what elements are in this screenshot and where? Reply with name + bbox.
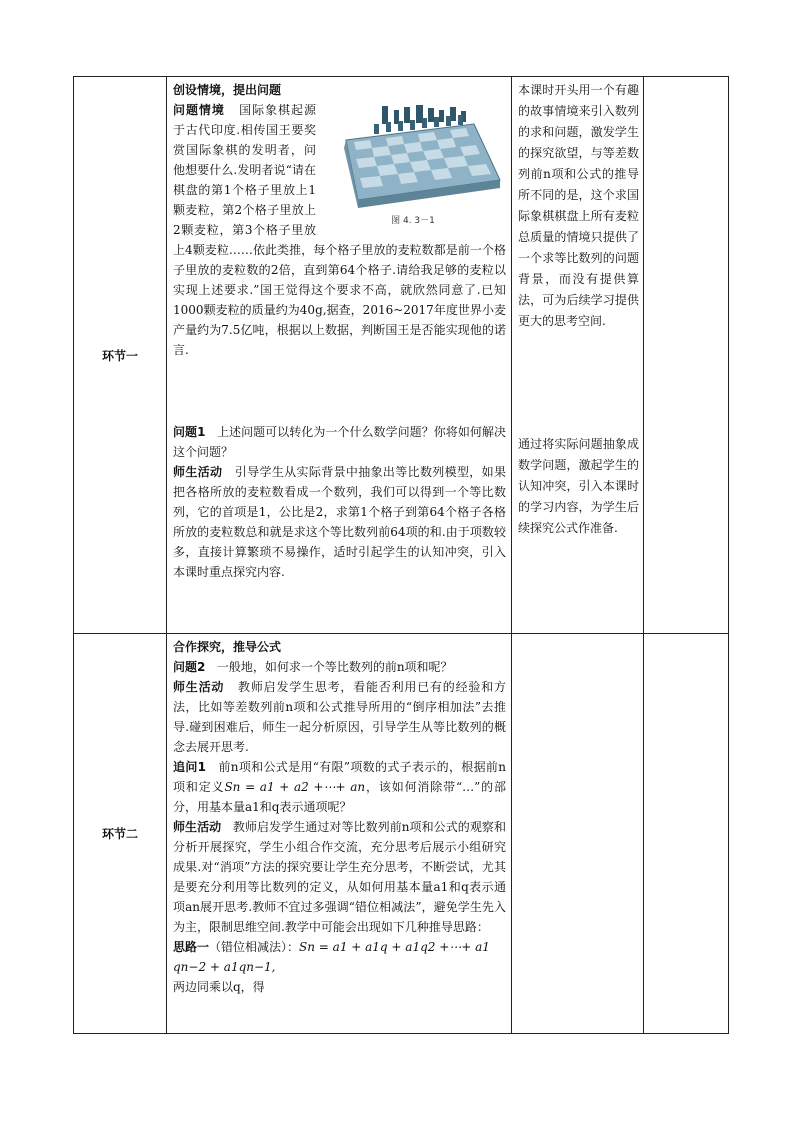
section-heading-2: 合作探究，推导公式	[173, 640, 282, 654]
activity-1-text: 引导学生从实际背景中抽象出等比数列模型，如果把各格所放的麦粒数看成一个数列，我们可以得到一个等比数列，它的首项是1，公比是2，求第1个格子到第64个格子各格所放的麦粒数总和就是求这个等比数列前64项的和.由于项数较多，直接计算繁琐不易操作，适时引起学生的认知冲突，引入本课时重点探究内容.	[173, 465, 506, 579]
stage-row-2	[74, 634, 729, 1034]
idea-1-formula-b: qn−2 + a1qn−1,	[173, 960, 276, 974]
question-2-label: 问题2	[173, 660, 206, 674]
question-1-text: 上述问题可以转化为一个什么数学问题？你将如何解决这个问题？	[173, 425, 506, 459]
stage-row-1	[74, 77, 729, 634]
sum-definition-formula: Sn = a1 + a2 +⋯+ an	[224, 780, 366, 794]
idea-1-paren: （错位相减法）：	[209, 940, 300, 954]
multiply-q-line: 两边同乘以q，得	[173, 980, 265, 994]
activity-3-text: 教师启发学生通过对等比数列前n项和公式的观察和分析开展探究，学生小组合作交流，充分思考后展示小组研究成果.对“消项”方法的探究要让学生充分思考，不断尝试，尤其是要充分利用等比数列的定义，从如何用基本量a1和q表示通项an展开思考.教师不宜过多强调“错位相减法”，避免学生先入为主，限制思维空间.教学中可能会出现如下几种推导思路：	[173, 820, 506, 934]
question-2-text: 一般地，如何求一个等比数列的前n项和呢？	[216, 660, 453, 674]
design-note-1: 本课时开头用一个有趣的故事情境来引入数列的求和问题，激发学生的探究欲望，与等差数列前n项和公式的推导所不同的是，这个求国际象棋棋盘上所有麦粒总质量的情境只提供了一个求等比数列的问题背景，而没有提供算法，可为后续学习提供更大的思考空间.	[518, 83, 639, 328]
followup-1-text-a: 前n项和公式是用“有限”项数的式子表示的，根据前n项和定义	[173, 760, 506, 794]
problem-context-label: 问题情境	[173, 103, 225, 117]
chessboard-illustration	[324, 102, 502, 214]
idea-1-formula-a: Sn = a1 + a1q + a1q2 +⋯+ a1	[299, 940, 490, 954]
followup-1-label: 追问1	[173, 760, 207, 774]
stage-1-extra	[644, 77, 729, 634]
activity-1-label: 师生活动	[173, 465, 223, 479]
activity-2-text: 教师启发学生思考，看能否利用已有的经验和方法，比如等差数列前n项和公式推导所用的“倒序相加法”去推导.碰到困难后，师生一起分析原因，引导学生从等比数列的概念去展开思考.	[173, 680, 506, 754]
followup-1-text-b: ，该如何消除带“…”的部分，用基本量a1和q表示通项呢？	[173, 780, 506, 814]
problem-context-text: 国际象棋起源于古代印度.相传国王要奖赏国际象棋的发明者，问他想要什么.发明者说“请在棋盘的第1个格子里放上1颗麦粒，第2个格子里放上2颗麦粒，第3个格子里放上4颗麦粒……依此类推，每个格子里放的麦粒数都是前一个格子里放的麦粒数的2倍，直到第64个格子.请给我足够的麦粒以实现上述要求.”国王觉得这个要求不高，就欣然同意了.已知1000颗麦粒的质量约为40g,据查，2016~2017年度世界小麦产量约为7.5亿吨，根据以上数据，判断国王是否能实现他的诺言.	[173, 103, 506, 357]
stage-1-content	[167, 77, 512, 634]
stage-2-notes	[512, 634, 644, 1034]
design-note-2: 通过将实际问题抽象成数学问题，激起学生的认知冲突，引入本课时的学习内容，为学生后续探究公式作准备.	[518, 437, 639, 535]
stage-1-notes	[512, 77, 644, 634]
figure-caption: 图 4. 3－1	[391, 216, 435, 226]
stage-2-content	[167, 634, 512, 1034]
section-heading-1: 创设情境，提出问题	[173, 83, 282, 97]
chessboard-figure	[324, 102, 502, 228]
idea-1-label: 思路一	[173, 940, 210, 954]
activity-3-label: 师生活动	[173, 820, 222, 834]
stage-2-extra	[644, 634, 729, 1034]
stage-label-1: 环节一	[74, 77, 167, 634]
question-1-label: 问题1	[173, 425, 206, 439]
stage-label-2: 环节二	[74, 634, 167, 1034]
activity-2-label: 师生活动	[173, 680, 225, 694]
lesson-plan-table	[73, 76, 729, 1034]
